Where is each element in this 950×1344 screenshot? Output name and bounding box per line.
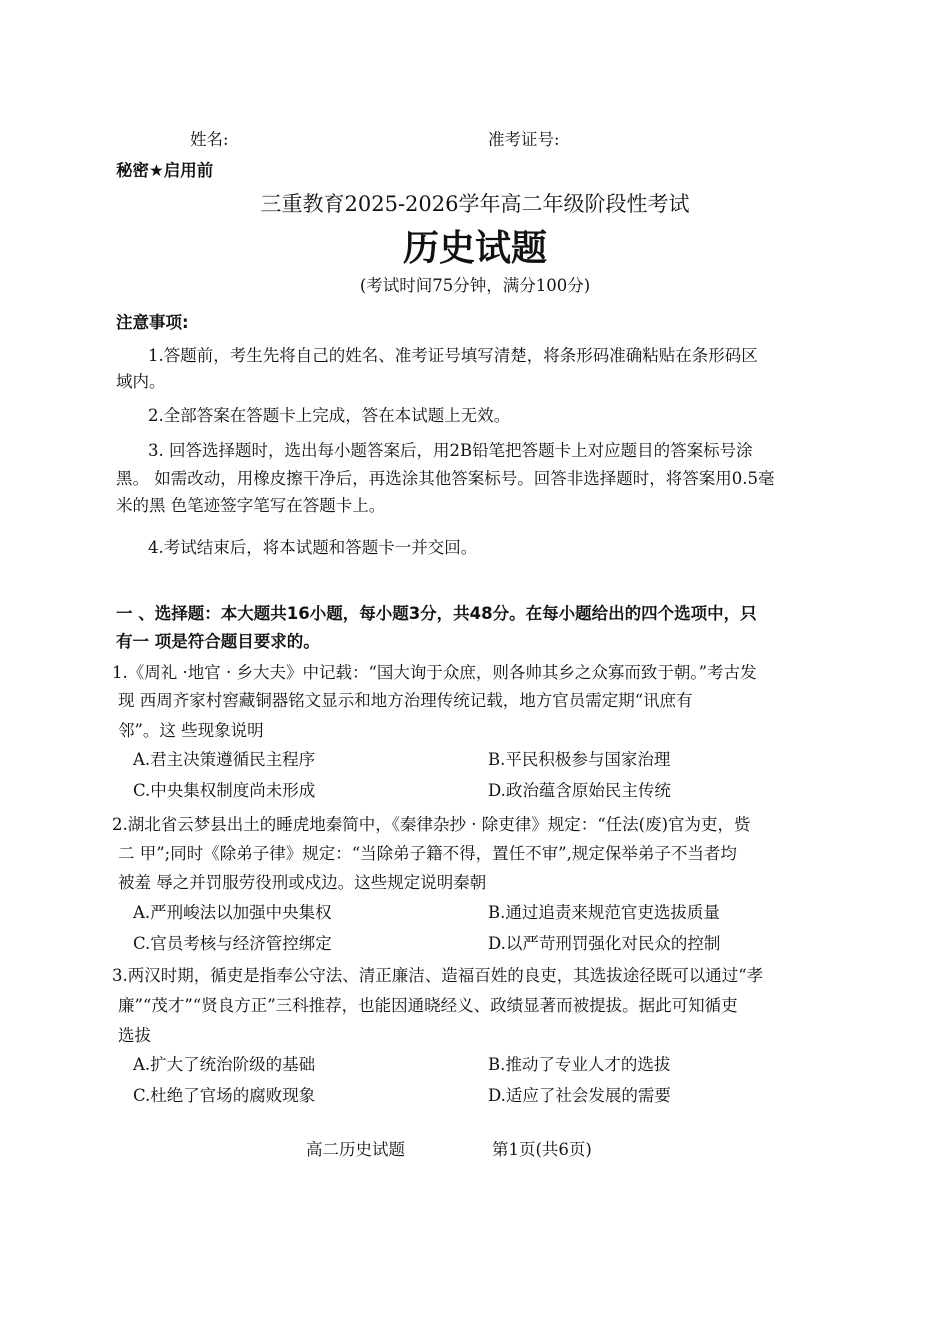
name-label: 姓名:	[190, 130, 229, 149]
exam-info: (考试时间75分钟，满分100分)	[359, 276, 591, 295]
notice-item-3: 3. 回答选择题时，选出每小题答案后，用2B铅笔把答题卡上对应题目的答案标号涂	[148, 441, 753, 460]
question-3-option-b[interactable]: B.推动了专业人才的选拔	[488, 1055, 671, 1074]
question-1-option-b[interactable]: B.平民积极参与国家治理	[488, 750, 671, 769]
notice-heading: 注意事项:	[116, 313, 189, 332]
exam-title: 三重教育2025-2026学年高二年级阶段性考试	[260, 192, 690, 216]
question-3-option-c[interactable]: C.杜绝了官场的腐败现象	[133, 1086, 316, 1105]
notice-item-3-cont: 黑。 如需改动，用橡皮擦干净后，再选涂其他答案标号。回答非选择题时，将答案用0.5毫	[116, 469, 775, 488]
question-2-option-d[interactable]: D.以严苛刑罚强化对民众的控制	[488, 934, 721, 953]
question-2-stem-cont: 二 甲”;同时《除弟子律》规定：“当除弟子籍不得，置任不审”,规定保举弟子不当者均	[118, 844, 737, 863]
notice-item-3-cont2: 米的黑 色笔迹签字笔写在答题卡上。	[116, 496, 386, 515]
question-3-stem-cont: 廉”“茂才”“贤良方正”三科推荐，也能因通晓经义、政绩显著而被提拔。据此可知循吏	[118, 996, 738, 1015]
footer-page-number: 第1页(共6页)	[492, 1140, 592, 1159]
notice-item-1-cont: 域内。	[116, 372, 166, 391]
notice-item-2: 2.全部答案在答题卡上完成，答在本试题上无效。	[148, 406, 511, 425]
question-1-stem-cont2: 邻”。这 些现象说明	[118, 721, 264, 740]
notice-item-4: 4.考试结束后，将本试题和答题卡一并交回。	[148, 538, 478, 557]
question-3-option-a[interactable]: A.扩大了统治阶级的基础	[133, 1055, 316, 1074]
footer-subject: 高二历史试题	[306, 1140, 405, 1159]
subject-title: 历史试题	[402, 227, 547, 269]
question-1-stem: 1.《周礼 ·地官 · 乡大夫》中记载：“国大询于众庶，则各帅其乡之众寡而致于朝。”考古发	[112, 663, 757, 682]
secret-mark: 秘密★启用前	[116, 161, 214, 180]
question-2-option-a[interactable]: A.严刑峻法以加强中央集权	[133, 903, 332, 922]
question-2-stem-cont2: 被羞 辱之并罚服劳役刑或戍边。这些规定说明秦朝	[118, 873, 487, 892]
question-1-option-c[interactable]: C.中央集权制度尚未形成	[133, 781, 316, 800]
question-3-option-d[interactable]: D.适应了社会发展的需要	[488, 1086, 671, 1105]
notice-item-1: 1.答题前，考生先将自己的姓名、准考证号填写清楚，将条形码准确粘贴在条形码区	[148, 346, 758, 365]
question-2-stem: 2.湖北省云梦县出土的睡虎地秦简中，《秦律杂抄 · 除吏律》规定：“任法(废)官为吏，赀	[112, 815, 751, 834]
question-1-option-d[interactable]: D.政治蕴含原始民主传统	[488, 781, 671, 800]
question-1-option-a[interactable]: A.君主决策遵循民主程序	[133, 750, 316, 769]
question-2-option-b[interactable]: B.通过追责来规范官吏选拔质量	[488, 903, 720, 922]
ticket-number-label: 准考证号:	[488, 130, 560, 149]
question-2-option-c[interactable]: C.官员考核与经济管控绑定	[133, 934, 332, 953]
question-1-stem-cont: 现 西周齐家村窖藏铜器铭文显示和地方治理传统记载，地方官员需定期“讯庶有	[118, 691, 693, 710]
question-3-stem: 3.两汉时期，循吏是指奉公守法、清正廉洁、造福百姓的良吏，其选拔途径既可以通过“孝	[112, 966, 764, 985]
section-heading: 一 、选择题：本大题共16小题，每小题3分，共48分。在每小题给出的四个选项中，只	[116, 604, 757, 623]
section-heading-cont: 有一 项是符合题目要求的。	[116, 632, 320, 651]
question-3-stem-cont2: 选拔	[118, 1026, 151, 1045]
